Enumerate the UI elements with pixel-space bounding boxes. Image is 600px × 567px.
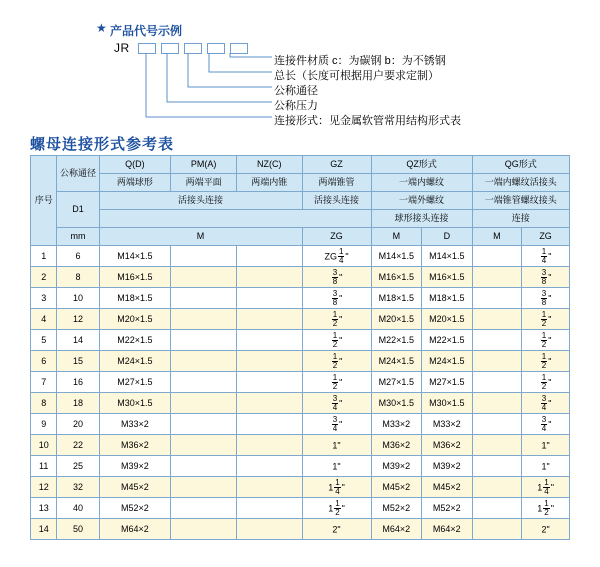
- cell-qg-zg: $\frac{3}{4}$ ": [522, 393, 570, 414]
- cell-dn: 10: [57, 288, 99, 309]
- cell-pm: [171, 288, 237, 309]
- cell-gz: 1": [302, 435, 371, 456]
- legend-item-nominal-diameter: 公称通径: [274, 85, 318, 97]
- cell-dn: 40: [57, 498, 99, 519]
- cell-qz-d: M22×1.5: [422, 330, 473, 351]
- cell-qg-zg: $\frac{3}{4}$ ": [522, 414, 570, 435]
- cell-q: M39×2: [99, 456, 171, 477]
- cell-qz-m: M20×1.5: [371, 309, 422, 330]
- cell-q: M24×1.5: [99, 351, 171, 372]
- header-gz-desc: 两端锥管: [302, 174, 371, 192]
- cell-seq: 8: [31, 393, 57, 414]
- cell-gz: $\frac{1}{2}$ ": [302, 330, 371, 351]
- cell-dn: 6: [57, 246, 99, 267]
- cell-gz: $\frac{3}{4}$ ": [302, 414, 371, 435]
- cell-pm: [171, 477, 237, 498]
- cell-pm: [171, 435, 237, 456]
- cell-dn: 22: [57, 435, 99, 456]
- cell-qg-m: [472, 477, 522, 498]
- cell-qz-d: M27×1.5: [422, 372, 473, 393]
- cell-qz-d: M52×2: [422, 498, 473, 519]
- cell-qz-m: M22×1.5: [371, 330, 422, 351]
- cell-qz-m: M36×2: [371, 435, 422, 456]
- cell-qg-m: [472, 288, 522, 309]
- header-blank-span: [99, 210, 371, 228]
- cell-qg-zg: $\frac{3}{8}$ ": [522, 267, 570, 288]
- table-row: [31, 498, 570, 519]
- nut-connection-table: [30, 155, 570, 540]
- product-code-legend: [0, 0, 600, 127]
- cell-dn: 12: [57, 309, 99, 330]
- cell-q: M33×2: [99, 414, 171, 435]
- cell-qz-d: M20×1.5: [422, 309, 473, 330]
- header-qg-thread: 一端锥管螺纹接头: [472, 192, 569, 210]
- cell-qg-zg: $\frac{1}{4}$ ": [522, 246, 570, 267]
- cell-q: M27×1.5: [99, 372, 171, 393]
- cell-seq: 4: [31, 309, 57, 330]
- cell-gz: ZG $\frac{1}{4}$ ": [302, 246, 371, 267]
- cell-pm: [171, 330, 237, 351]
- table-row: [31, 393, 570, 414]
- cell-qz-m: M45×2: [371, 477, 422, 498]
- header-unit-qz-m: M: [371, 228, 422, 246]
- cell-qg-zg: 1": [522, 456, 570, 477]
- cell-qz-m: M14×1.5: [371, 246, 422, 267]
- cell-qg-m: [472, 330, 522, 351]
- cell-dn: 25: [57, 456, 99, 477]
- cell-dn: 20: [57, 414, 99, 435]
- cell-qz-m: M27×1.5: [371, 372, 422, 393]
- cell-qg-m: [472, 519, 522, 540]
- cell-qg-m: [472, 414, 522, 435]
- cell-pm: [171, 498, 237, 519]
- cell-nz: [236, 435, 302, 456]
- cell-seq: 7: [31, 372, 57, 393]
- legend-item-length: 总长（长度可根据用户要求定制）: [274, 70, 439, 82]
- header-d1: D1: [57, 192, 99, 228]
- cell-pm: [171, 267, 237, 288]
- cell-seq: 6: [31, 351, 57, 372]
- cell-q: M20×1.5: [99, 309, 171, 330]
- header-group-qz: QZ形式: [371, 156, 472, 174]
- code-prefix: JR: [114, 41, 130, 55]
- header-left-connection: 活接头连接: [99, 192, 302, 210]
- header-unit-qz-d: D: [422, 228, 473, 246]
- cell-qz-m: M24×1.5: [371, 351, 422, 372]
- table-row: [31, 477, 570, 498]
- cell-gz: 1": [302, 456, 371, 477]
- table-row: [31, 288, 570, 309]
- header-dn: 公称通径: [57, 156, 99, 192]
- cell-qg-zg: 1 $\frac{1}{4}$ ": [522, 477, 570, 498]
- header-group-pm: PM(A): [171, 156, 237, 174]
- header-unit-mm: mm: [57, 228, 99, 246]
- cell-q: M36×2: [99, 435, 171, 456]
- header-gz-connection: 活接头连接: [302, 192, 371, 210]
- legend-item-material: 连接件材质 c：为碳钢 b：为不锈钢: [274, 55, 446, 67]
- cell-nz: [236, 414, 302, 435]
- cell-seq: 9: [31, 414, 57, 435]
- cell-qg-zg: $\frac{3}{8}$ ": [522, 288, 570, 309]
- cell-gz: 1 $\frac{1}{4}$ ": [302, 477, 371, 498]
- cell-seq: 3: [31, 288, 57, 309]
- cell-qg-zg: 1": [522, 435, 570, 456]
- table-row: [31, 330, 570, 351]
- cell-pm: [171, 456, 237, 477]
- cell-nz: [236, 351, 302, 372]
- table-body: [31, 246, 570, 540]
- cell-nz: [236, 246, 302, 267]
- cell-qz-d: M39×2: [422, 456, 473, 477]
- cell-q: M52×2: [99, 498, 171, 519]
- cell-qz-m: M64×2: [371, 519, 422, 540]
- cell-qz-d: M33×2: [422, 414, 473, 435]
- cell-gz: $\frac{1}{2}$ ": [302, 372, 371, 393]
- cell-qg-m: [472, 393, 522, 414]
- cell-qg-m: [472, 498, 522, 519]
- table-row: [31, 351, 570, 372]
- cell-dn: 32: [57, 477, 99, 498]
- cell-dn: 16: [57, 372, 99, 393]
- cell-qg-m: [472, 267, 522, 288]
- header-unit-m: M: [99, 228, 302, 246]
- cell-qg-zg: $\frac{1}{2}$ ": [522, 372, 570, 393]
- cell-qz-d: M16×1.5: [422, 267, 473, 288]
- header-unit-zg: ZG: [302, 228, 371, 246]
- cell-q: M64×2: [99, 519, 171, 540]
- cell-nz: [236, 477, 302, 498]
- cell-qz-d: M24×1.5: [422, 351, 473, 372]
- cell-pm: [171, 246, 237, 267]
- cell-pm: [171, 393, 237, 414]
- cell-gz: $\frac{3}{8}$ ": [302, 288, 371, 309]
- cell-qg-zg: $\frac{1}{2}$ ": [522, 330, 570, 351]
- cell-q: M16×1.5: [99, 267, 171, 288]
- cell-qz-m: M30×1.5: [371, 393, 422, 414]
- cell-qg-zg: 2": [522, 519, 570, 540]
- table-header-row-4: [31, 210, 570, 228]
- cell-gz: $\frac{1}{2}$ ": [302, 309, 371, 330]
- header-group-nz: NZ(C): [236, 156, 302, 174]
- header-qz-ball: 球形接头连接: [371, 210, 472, 228]
- header-group-q: Q(D): [99, 156, 171, 174]
- header-qg-desc: 一端内螺纹活接头: [472, 174, 569, 192]
- cell-nz: [236, 519, 302, 540]
- cell-pm: [171, 414, 237, 435]
- cell-gz: $\frac{3}{4}$ ": [302, 393, 371, 414]
- cell-nz: [236, 309, 302, 330]
- cell-gz: $\frac{3}{8}$ ": [302, 267, 371, 288]
- table-row: [31, 267, 570, 288]
- header-pm-desc: 两端平面: [171, 174, 237, 192]
- cell-nz: [236, 288, 302, 309]
- header-group-gz: GZ: [302, 156, 371, 174]
- cell-dn: 14: [57, 330, 99, 351]
- table-row: [31, 414, 570, 435]
- legend-title: 产品代号示例: [110, 24, 183, 38]
- header-qz-desc: 一端内螺纹: [371, 174, 472, 192]
- cell-q: M30×1.5: [99, 393, 171, 414]
- cell-qg-m: [472, 435, 522, 456]
- cell-seq: 11: [31, 456, 57, 477]
- table-header-row-1: [31, 156, 570, 174]
- header-qg-connect: 连接: [472, 210, 569, 228]
- star-icon: ★: [96, 21, 107, 35]
- table-row: [31, 372, 570, 393]
- cell-q: M45×2: [99, 477, 171, 498]
- cell-qg-m: [472, 246, 522, 267]
- table-header-row-3: [31, 192, 570, 210]
- cell-qz-d: M14×1.5: [422, 246, 473, 267]
- cell-qz-d: M18×1.5: [422, 288, 473, 309]
- header-q-desc: 两端球形: [99, 174, 171, 192]
- table-row: [31, 246, 570, 267]
- cell-pm: [171, 309, 237, 330]
- cell-seq: 5: [31, 330, 57, 351]
- cell-dn: 8: [57, 267, 99, 288]
- cell-qg-m: [472, 351, 522, 372]
- header-nz-desc: 两端内锥: [236, 174, 302, 192]
- cell-gz: 2": [302, 519, 371, 540]
- cell-qz-d: M45×2: [422, 477, 473, 498]
- cell-q: M14×1.5: [99, 246, 171, 267]
- cell-seq: 10: [31, 435, 57, 456]
- cell-pm: [171, 519, 237, 540]
- cell-qg-zg: $\frac{1}{2}$ ": [522, 309, 570, 330]
- cell-gz: $\frac{1}{2}$ ": [302, 351, 371, 372]
- table-row: [31, 456, 570, 477]
- table-header-row-2: [31, 174, 570, 192]
- cell-pm: [171, 372, 237, 393]
- cell-qg-m: [472, 456, 522, 477]
- legend-item-connection-type: 连接形式：见金属软管常用结构形式表: [274, 115, 461, 127]
- cell-qz-m: M52×2: [371, 498, 422, 519]
- header-group-qg: QG形式: [472, 156, 569, 174]
- cell-nz: [236, 456, 302, 477]
- cell-qg-zg: $\frac{1}{2}$ ": [522, 351, 570, 372]
- cell-qz-m: M16×1.5: [371, 267, 422, 288]
- cell-qz-d: M30×1.5: [422, 393, 473, 414]
- table-row: [31, 309, 570, 330]
- cell-qz-m: M33×2: [371, 414, 422, 435]
- cell-nz: [236, 267, 302, 288]
- cell-qz-m: M18×1.5: [371, 288, 422, 309]
- table-row: [31, 519, 570, 540]
- cell-q: M18×1.5: [99, 288, 171, 309]
- cell-seq: 2: [31, 267, 57, 288]
- header-seq: 序号: [31, 156, 57, 246]
- cell-dn: 18: [57, 393, 99, 414]
- cell-nz: [236, 498, 302, 519]
- header-qz-thread: 一端外螺纹: [371, 192, 472, 210]
- cell-nz: [236, 372, 302, 393]
- cell-seq: 14: [31, 519, 57, 540]
- header-unit-qg-zg: ZG: [522, 228, 570, 246]
- cell-qg-m: [472, 309, 522, 330]
- cell-seq: 12: [31, 477, 57, 498]
- cell-q: M22×1.5: [99, 330, 171, 351]
- cell-qg-m: [472, 372, 522, 393]
- cell-gz: 1 $\frac{1}{2}$ ": [302, 498, 371, 519]
- cell-dn: 50: [57, 519, 99, 540]
- cell-nz: [236, 330, 302, 351]
- cell-seq: 1: [31, 246, 57, 267]
- cell-qz-m: M39×2: [371, 456, 422, 477]
- table-head: [31, 156, 570, 246]
- cell-dn: 15: [57, 351, 99, 372]
- table-header-row-5: [31, 228, 570, 246]
- cell-qz-d: M36×2: [422, 435, 473, 456]
- cell-seq: 13: [31, 498, 57, 519]
- cell-qz-d: M64×2: [422, 519, 473, 540]
- table-title: 螺母连接形式参考表: [30, 136, 175, 153]
- table-row: [31, 435, 570, 456]
- cell-pm: [171, 351, 237, 372]
- cell-nz: [236, 393, 302, 414]
- cell-qg-zg: 1 $\frac{1}{2}$ ": [522, 498, 570, 519]
- legend-item-nominal-pressure: 公称压力: [274, 100, 318, 112]
- header-unit-qg-m: M: [472, 228, 522, 246]
